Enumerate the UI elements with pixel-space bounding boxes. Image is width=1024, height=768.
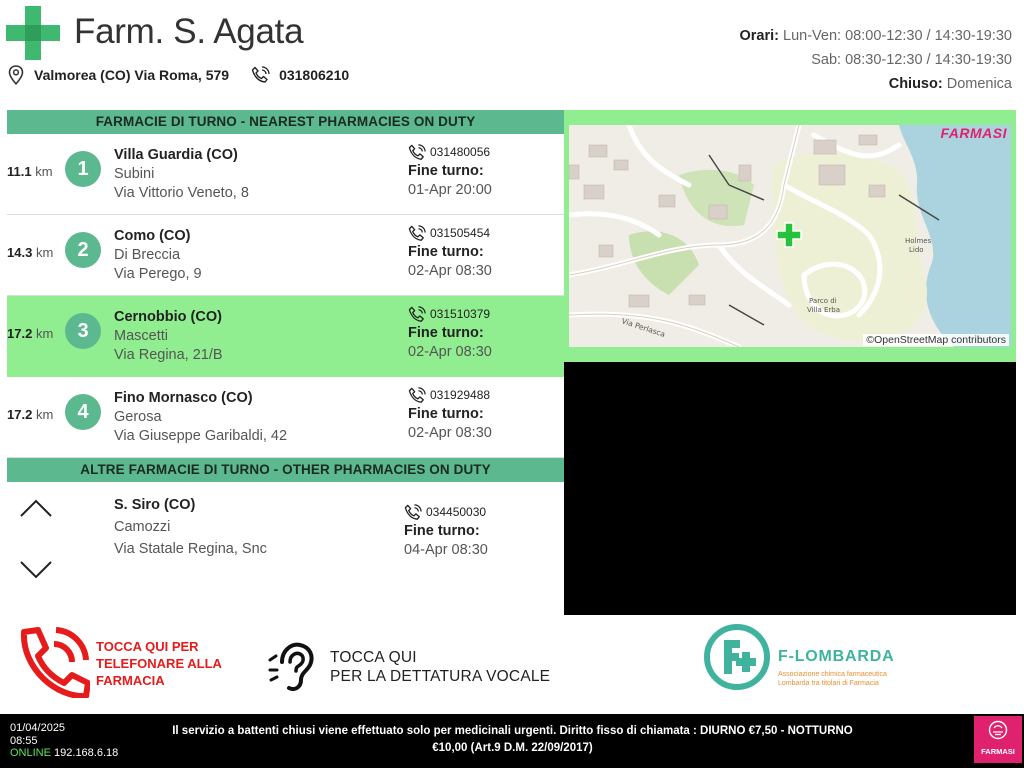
other-street: Via Statale Regina, Snc: [114, 541, 267, 557]
voice-dictation-button[interactable]: [268, 640, 568, 694]
phone-icon: [404, 503, 423, 522]
footer-date: 01/04/2025: [10, 722, 66, 734]
pharmacy-phone-number: 031480056: [430, 145, 491, 159]
other-pharmacy-item[interactable]: [7, 482, 564, 592]
rank-badge: 1: [65, 151, 101, 187]
footer-time: 08:55: [10, 734, 38, 747]
phone-row: [408, 304, 492, 324]
phone-row: [408, 223, 492, 243]
voice-label: TOCCA QUI PER LA DETTATURA VOCALE: [330, 649, 551, 685]
map-label-park: Parco di: [809, 297, 837, 305]
svg-text:Lido: Lido: [909, 246, 924, 254]
pharmacy-phone-number: 031510379: [430, 307, 491, 321]
pharmacy-street: Via Vittorio Veneto, 8: [114, 185, 249, 201]
pharmacy-phone: 031806210: [279, 67, 350, 83]
pharmacy-city: Cernobbio (CO): [114, 309, 222, 325]
footer-status: [10, 722, 118, 760]
map-panel: [564, 110, 1016, 362]
pharmacy-contact: [408, 385, 492, 443]
call-label: TOCCA QUI PER TELEFONARE ALLA FARMACIA: [96, 639, 222, 688]
phone-row: [408, 385, 492, 405]
fine-turno-label: Fine turno:: [408, 406, 484, 422]
phone-icon: [408, 386, 427, 405]
ear-icon: [268, 640, 320, 692]
pharmacy-address: Valmorea (CO) Via Roma, 579: [34, 67, 230, 83]
rank-badge: 2: [65, 232, 101, 268]
end-time: 01-Apr 20:00: [408, 182, 492, 198]
other-fine-label: Fine turno:: [404, 523, 480, 539]
pharmacy-street: Via Regina, 21/B: [114, 347, 223, 363]
pharmacy-owner: Subini: [114, 166, 155, 182]
phone-call-icon: [16, 626, 90, 698]
pharmacy-row[interactable]: [7, 215, 564, 296]
distance: 17.2 km: [7, 407, 54, 422]
section-nearest-title: FARMACIE DI TURNO - NEAREST PHARMACIES ON DUTY: [7, 110, 564, 134]
pharmacy-phone-number: 031929488: [430, 388, 491, 402]
pharmacy-info: [114, 227, 202, 284]
pharmacy-street: Via Giuseppe Garibaldi, 42: [114, 428, 288, 444]
pharmacy-street: Via Perego, 9: [114, 266, 202, 282]
partner-logo: [704, 624, 914, 692]
seal-icon: [988, 720, 1008, 740]
end-time: 02-Apr 08:30: [408, 425, 492, 441]
section-other-title: ALTRE FARMACIE DI TURNO - OTHER PHARMACIES ON DUTY: [7, 458, 564, 482]
opening-hours: [740, 24, 1013, 96]
distance: 11.1 km: [7, 164, 53, 179]
pharmacy-owner: Mascetti: [114, 328, 168, 344]
call-pharmacy-button[interactable]: [14, 624, 234, 700]
rank-badge: 4: [65, 394, 101, 430]
footer-online-status: ONLINE: [10, 747, 51, 759]
pharmacy-info: [114, 146, 249, 203]
map-label-street: Via Perlasca: [620, 316, 667, 339]
pharmacy-owner: Di Breccia: [114, 247, 181, 263]
distance: 17.2 km: [7, 326, 54, 341]
footer: [0, 714, 1024, 768]
end-time: 02-Apr 08:30: [408, 263, 492, 279]
map-brand-logo: FARMASI: [940, 125, 1007, 141]
svg-text:Villa Erba: Villa Erba: [807, 306, 841, 314]
other-phone-row: [404, 502, 488, 522]
pharmacy-phone-number: 031505454: [430, 226, 491, 240]
other-phone: 034450030: [426, 505, 487, 519]
rank-badge: 3: [65, 313, 101, 349]
partner-subtitle: Associazione chimica farmaceutica Lombarda tra titolari di Farmacia: [778, 671, 887, 687]
map-label-lido: Holmes: [905, 237, 932, 245]
hours-closed: Chiuso: Domenica: [888, 76, 1012, 92]
pharmacy-row[interactable]: [7, 377, 564, 458]
map[interactable]: [569, 125, 1011, 347]
footer-brand-logo: FARMASI: [974, 716, 1022, 763]
video-panel: [564, 362, 1016, 615]
pharmacy-owner: Gerosa: [114, 409, 162, 425]
other-contact: [404, 502, 488, 560]
map-credit: ©OpenStreetMap contributors: [863, 334, 1009, 346]
pharmacy-contact: [408, 223, 492, 281]
pharmacy-contact: [408, 304, 492, 362]
phone-icon: [408, 224, 427, 243]
partner-name: F-LOMBARDA: [778, 648, 895, 665]
pharmacy-info: [114, 389, 287, 446]
footer-ip: 192.168.6.18: [54, 747, 119, 759]
pharmacy-city: Como (CO): [114, 228, 191, 244]
phone-icon: [408, 143, 427, 162]
end-time: 02-Apr 08:30: [408, 344, 492, 360]
header: [0, 0, 1024, 108]
distance: 14.3 km: [7, 245, 54, 260]
pharmacy-city: Fino Mornasco (CO): [114, 390, 253, 406]
address-row: [8, 64, 349, 86]
other-name: Camozzi: [114, 519, 171, 535]
map-tiles: [569, 125, 1011, 347]
chevron-up-icon[interactable]: [19, 498, 53, 518]
other-city: S. Siro (CO): [114, 497, 196, 513]
phone-row: [408, 142, 492, 162]
phone-icon: [251, 65, 271, 85]
hours-weekdays: Orari: Lun-Ven: 08:00-12:30 / 14:30-19:30: [739, 28, 1012, 44]
footer-notice: Il servizio a battenti chiusi viene effettuato solo per medicinali urgenti. Diritto fisso di chiamata : DIURNO €7,50 - NOTTURNO €10,00 (Art.9 D.M. 22/09/2017): [172, 725, 853, 754]
pharmacy-info: [114, 308, 223, 365]
fine-turno-label: Fine turno:: [408, 163, 484, 179]
location-pin-icon: [8, 65, 24, 85]
pharmacy-row[interactable]: [7, 134, 564, 215]
phone-icon: [408, 305, 427, 324]
pharmacy-row[interactable]: [7, 296, 564, 377]
other-pharmacy-info: [114, 494, 267, 560]
f-lombarda-logo-icon: [704, 624, 770, 690]
plus-cross-icon: [6, 6, 60, 60]
fine-turno-label: Fine turno:: [408, 325, 484, 341]
pharmacy-city: Villa Guardia (CO): [114, 147, 238, 163]
pharmacy-contact: [408, 142, 492, 200]
chevron-down-icon[interactable]: [19, 560, 53, 580]
fine-turno-label: Fine turno:: [408, 244, 484, 260]
hours-saturday: Sab: 08:30-12:30 / 14:30-19:30: [811, 52, 1012, 68]
pharmacy-name: Farm. S. Agata: [74, 12, 304, 51]
other-end-time: 04-Apr 08:30: [404, 542, 488, 558]
